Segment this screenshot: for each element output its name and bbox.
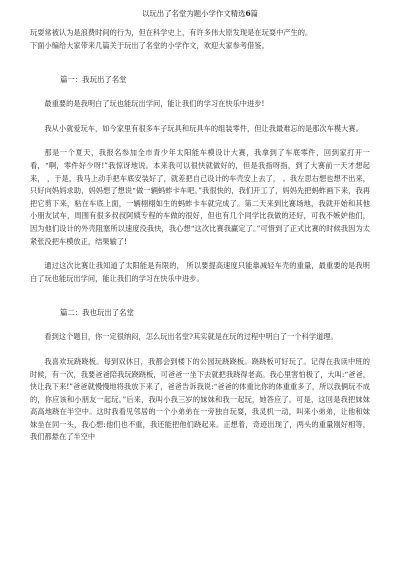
essay1-paragraph-3: 那是一个夏天，我报名参加全市青少年太阳能车模设计大赛，我拿到了车底零件，回到家打开一看，“啊，零件好少呀!”我惊讶地说。本来我可以很快就做好的，但是我指呀指，到了大赛前一天才想起来， ，于是，我马上动手把车底安装好了，就差把自己设计的车壳安上去了， 。我左思右想也想不出来，只好向妈妈求助，妈妈想了想说“做一辆蚂蚱卡车吧。”我很快的，我们开工了，妈妈先把蚂蚱画下来，我再把它剪下来，粘在车底上面，一辆栩栩如生的蚂蚱卡车就完成了。第二天来到比赛场地，我就开始和其他小朋友试车，周围有很多叔叔阿姨专程的车做的很好，但也有几个同学比我做的还好，可我不嫉妒他们，因为他们设计的外壳阻塞所以速度没我快，我心想“这次比赛我赢定了。”可惜到了正式比赛的时候我因为太紧张没把车模放正，结果输了!: [30, 148, 370, 246]
essay1-paragraph-1: 最重要的是我明白了玩也能玩出学问，能让我们的学习在快乐中进步!: [44, 99, 265, 109]
essay2-heading: 篇二：我也玩出了名堂: [60, 308, 134, 318]
essay1-paragraph-2: 我从小就爱玩车，如今家里有很多车子玩具和玩具车的组装零件，但让我最难忘的是那次车模大赛。: [44, 123, 363, 133]
essay1-heading: 篇一：我玩出了名堂: [60, 75, 127, 85]
document-title: [30, 0, 370, 19]
essay2-paragraph-2: 我喜欢玩跷跷板。每到双休日，我都会到楼下的公园玩跷跷板。跷跷板可好玩了。记得在我读中班的时候，有一次，我要爸爸陪我玩跷跷板，可爸爸一坐下去就把我跷得老高。我心里害怕极了，大叫:“爸爸，快让我下来!”爸爸就慢慢地将我放下来了，爸爸告诉我说:“爸爸的体重比你的体重重多了，所以我俩玩不成的，你应该和小朋友一起玩。”后来，我叫小我三岁的妹妹和我一起玩，她答应了。可是，这回是我把妹妹高高地跷在半空中。这时我看见邻居的一个小弟弟在一旁独自玩耍，我灵机一动，叫来小弟弟，让他和妹妹坐在同一头，我心想:他们也不重，我还能把他们跷起来。正想着，奇迹出现了，两头的重量刚好相等，我们都悬在了半空中: [30, 356, 370, 442]
intro-line-2: 下面小编给大家带来几篇关于玩出了名堂的小学作文，欢迎大家参考借鉴。: [30, 40, 269, 50]
intro-line-1: 玩耍常被认为是浪费时间的行为，但在科学史上，有许多伟大原发现是在玩耍中产生的。: [30, 28, 313, 37]
title-text: 以玩出了名堂为题小学作文精选: [141, 9, 246, 18]
essay1-paragraph-4: 通过这次比赛让我知道了太阳能是有限的， 所以要提高速度只能靠减轻车壳的重量，最重要的是我明白了玩也能玩出学问，能让我们的学习在快乐中进步。: [30, 261, 370, 283]
essay2-paragraph-1: 看到这个题目，你一定很纳闷，怎么玩出名堂?其实就是在玩的过程中明白了一个科学道理。: [44, 332, 338, 342]
title-count: 6: [245, 9, 251, 18]
title-suffix: 篇: [250, 9, 259, 18]
